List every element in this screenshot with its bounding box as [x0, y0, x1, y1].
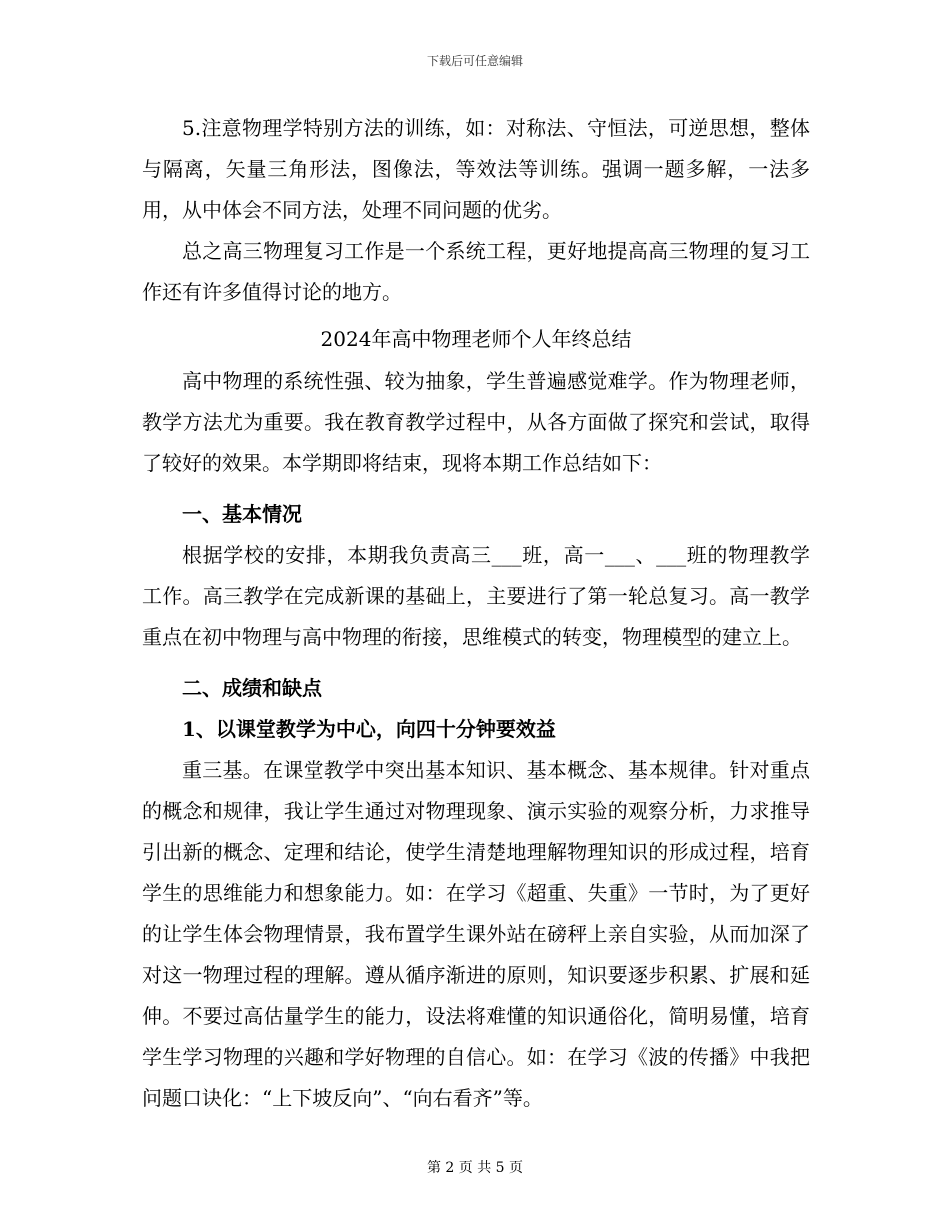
paragraph-intro: 高中物理的系统性强、较为抽象，学生普遍感觉难学。作为物理老师，教学方法尤为重要。我在教育教学过程中，从各方面做了探究和尝试，取得了较好的效果。本学期即将结束，现将本期工作总结如下：: [142, 369, 810, 475]
paragraph-classroom: 重三基。在课堂教学中突出基本知识、基本概念、基本规律。针对重点的概念和规律，我让学生通过对物理现象、演示实验的观察分析，力求推导引出新的概念、定理和结论，使学生清楚地理解物理知识的形成过程，培育学生的思维能力和想象能力。如：在学习《超重、失重》一节时，为了更好的让学生体会物理情景，我布置学生课外站在磅秤上亲自实验，从而加深了对这一物理过程的理解。遵从循序渐进的原则，知识要逐步积累、扩展和延伸。不要过高估量学生的能力，设法将难懂的知识通俗化，简明易懂，培育学生学习物理的兴趣和学好物理的自信心。如：在学习《波的传播》中我把问题口诀化：“上下坡反向”、“向右看齐”等。: [142, 758, 810, 1110]
document-body: [142, 108, 810, 1119]
subsection-heading-classroom: 1、以课堂教学为中心，向四十分钟要效益: [182, 717, 556, 741]
page-footer: 第 2 页 共 5 页: [426, 1160, 524, 1176]
paragraph-method-training: 5.注意物理学特别方法的训练，如：对称法、守恒法，可逆思想，整体与隔离，矢量三角形法，图像法，等效法等训练。强调一题多解，一法多用，从中体会不同方法，处理不同问题的优劣。: [142, 116, 810, 222]
paragraph-basic-situation: 根据学校的安排，本期我负责高三___班，高一___、___班的物理教学工作。高三教学在完成新课的基础上，主要进行了第一轮总复习。高一教学重点在初中物理与高中物理的衔接，思维模式的转变，物理模型的建立上。: [142, 543, 810, 649]
document-title: 2024年高中物理老师个人年终总结: [320, 327, 632, 351]
paragraph-conclusion: 总之高三物理复习工作是一个系统工程，更好地提高高三物理的复习工作还有许多值得讨论的地方。: [142, 239, 810, 304]
section-heading-achievements: 二、成绩和缺点: [182, 676, 322, 700]
page-header: 下载后可任意编辑: [426, 54, 523, 68]
section-heading-basic-situation: 一、基本情况: [182, 502, 302, 526]
